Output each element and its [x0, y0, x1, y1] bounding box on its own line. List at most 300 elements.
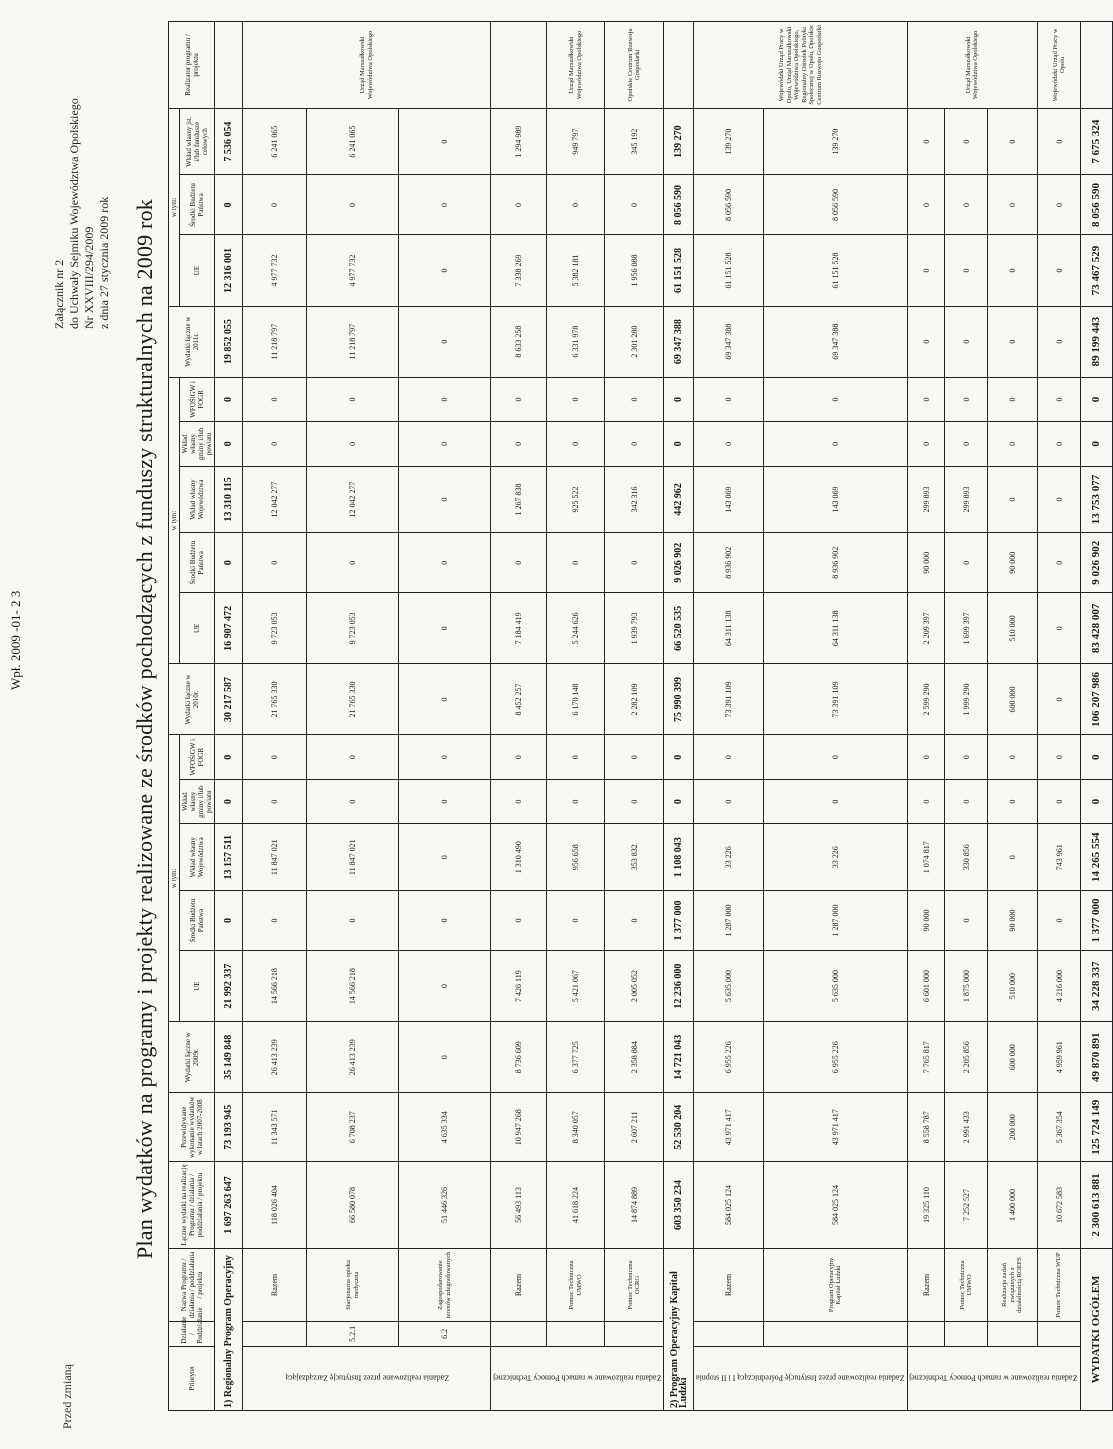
name-cell: Stacjonarna opieka medyczna: [307, 1248, 399, 1321]
cell: 2 282 109: [605, 664, 664, 735]
name-cell: Pomoc Techniczna UMWO: [546, 1248, 605, 1321]
header-ue: UE: [180, 235, 215, 306]
cell: 510 000: [988, 593, 1038, 664]
cell: 1 287 000: [763, 891, 907, 951]
cell: 1 697 263 647: [215, 1162, 243, 1249]
cell: 118 026 404: [243, 1162, 307, 1249]
cell: 0: [907, 735, 945, 779]
priority-title: 2) Program Operacyjny Kapitał Ludzki: [664, 1248, 694, 1410]
cell: 0: [546, 377, 605, 421]
cell: 0: [546, 779, 605, 823]
cell: 0: [694, 735, 764, 779]
table-row: [243, 22, 307, 1411]
cell: 125 724 149: [1081, 1093, 1113, 1162]
cell: 6 955 226: [694, 1022, 764, 1093]
cell: 4 635 334: [399, 1093, 491, 1162]
cell: 330 856: [945, 824, 988, 891]
cell: 0: [243, 533, 307, 593]
cell: 0: [1038, 306, 1081, 377]
cell: 13 310 115: [215, 466, 243, 533]
cell: 26 413 239: [243, 1022, 307, 1093]
cell: 14 566 218: [307, 951, 399, 1022]
cell: 9 723 053: [307, 593, 399, 664]
cell: 73 391 109: [763, 664, 907, 735]
cell: 0: [399, 951, 491, 1022]
cell: 11 218 797: [243, 306, 307, 377]
realizator-cell: Wojewódzki Urząd Pracy w Opolu, Urząd Marszałkowski Województwa Opolskiego, Regionalny Ośrodek Polityki Społecznej w Opolu, Opolskie Centrum Rozwoju Gospodarki: [694, 22, 907, 109]
cell: 0: [307, 175, 399, 235]
cell: 11 343 571: [243, 1093, 307, 1162]
cell: 64 311 138: [763, 593, 907, 664]
cell: 0: [988, 377, 1038, 421]
realizator-cell: [491, 22, 547, 109]
cell: 0: [399, 735, 491, 779]
cell: 0: [945, 533, 988, 593]
cell: 1 377 000: [1081, 891, 1113, 951]
cell: 0: [1038, 108, 1081, 175]
cell: 8 452 257: [491, 664, 547, 735]
cell: 0: [1038, 377, 1081, 421]
cell: 4 216 000: [1038, 951, 1081, 1022]
cell: 0: [763, 422, 907, 466]
cell: 5 382 181: [546, 235, 605, 306]
cell: 61 151 528: [763, 235, 907, 306]
annex-line: do Uchwały Sejmiku Województwa Opolskiego: [67, 98, 81, 329]
cell: 69 347 388: [694, 306, 764, 377]
cell: 4 977 732: [243, 235, 307, 306]
cell: 90 000: [907, 533, 945, 593]
cell: 0: [945, 891, 988, 951]
group-label: Zadania realizowane przez Instytucję Pośredniczącą I i II stopnia: [694, 1346, 907, 1410]
dzialanie-cell: [988, 1322, 1038, 1346]
cell: 342 316: [605, 466, 664, 533]
cell: 1 294 989: [491, 108, 547, 175]
header-laczne: Łączne wydatki na realizację Programu / działania / poddziałania / projektu: [169, 1162, 215, 1249]
priority-title: 1) Regionalny Program Operacyjny: [215, 1248, 243, 1410]
cell: 0: [664, 422, 694, 466]
cell: 1 310 490: [491, 824, 547, 891]
cell: 2 205 856: [945, 1022, 988, 1093]
cell: 56 493 113: [491, 1162, 547, 1249]
cell: 0: [1038, 664, 1081, 735]
cell: 0: [307, 779, 399, 823]
cell: 0: [1038, 466, 1081, 533]
cell: 0: [399, 593, 491, 664]
cell: 0: [215, 377, 243, 421]
cell: 0: [1038, 175, 1081, 235]
cell: 73 193 945: [215, 1093, 243, 1162]
cell: 0: [907, 175, 945, 235]
cell: 0: [664, 735, 694, 779]
dzialanie-cell: [763, 1322, 907, 1346]
cell: 0: [605, 377, 664, 421]
annex-line: Załącznik nr 2: [52, 259, 66, 329]
name-cell: Pomoc Techniczna WUP: [1038, 1248, 1081, 1321]
table-row: [694, 22, 764, 1411]
cell: 8 936 902: [763, 533, 907, 593]
table-row: [546, 22, 605, 1411]
name-cell: Realizacja zadań związanych z działalnością ROEFS: [988, 1248, 1038, 1321]
dzialanie-cell: [546, 1322, 605, 1346]
cell: 0: [399, 175, 491, 235]
cell: 0: [945, 422, 988, 466]
cell: 0: [1081, 422, 1113, 466]
cell: 0: [763, 735, 907, 779]
cell: 4 977 732: [307, 235, 399, 306]
cell: 7 765 817: [907, 1022, 945, 1093]
cell: 0: [546, 422, 605, 466]
header-priorytet: Priorytet: [169, 1346, 215, 1410]
cell: 0: [399, 1022, 491, 1093]
cell: 0: [307, 533, 399, 593]
cell: 0: [243, 175, 307, 235]
realizator-cell: [1081, 22, 1113, 109]
cell: 5 367 354: [1038, 1093, 1081, 1162]
dzialanie-cell: [605, 1322, 664, 1346]
cell: 9 723 053: [243, 593, 307, 664]
cell: 0: [907, 779, 945, 823]
cell: 5 421 067: [546, 951, 605, 1022]
cell: 0: [546, 175, 605, 235]
cell: 1 999 290: [945, 664, 988, 735]
cell: 49 870 891: [1081, 1022, 1113, 1093]
header-wtym: w tym:: [169, 735, 180, 1022]
cell: 16 907 472: [215, 593, 243, 664]
cell: 600 000: [988, 1022, 1038, 1093]
cell: 43 971 417: [763, 1093, 907, 1162]
cell: 925 522: [546, 466, 605, 533]
cell: 73 467 529: [1081, 235, 1113, 306]
cell: 200 000: [988, 1093, 1038, 1162]
cell: 0: [215, 422, 243, 466]
cell: 69 347 388: [763, 306, 907, 377]
cell: 0: [243, 422, 307, 466]
name-cell: Program Operacyjny Kapitał Ludzki: [763, 1248, 907, 1321]
table-row: [605, 22, 664, 1411]
cell: 7 252 527: [945, 1162, 988, 1249]
cell: 10 947 268: [491, 1093, 547, 1162]
cell: 2 300 613 881: [1081, 1162, 1113, 1249]
cell: 7 338 269: [491, 235, 547, 306]
cell: 0: [307, 422, 399, 466]
header-wkwoj: Wkład własny Województwa: [180, 824, 215, 891]
cell: 0: [546, 533, 605, 593]
header-sbp: Środki Budżetu Państwa: [180, 175, 215, 235]
cell: 13 753 077: [1081, 466, 1113, 533]
cell: 949 797: [546, 108, 605, 175]
annex-line: Nr XXVIII/294/2009: [82, 226, 96, 329]
cell: 8 340 057: [546, 1093, 605, 1162]
header-2010: Wydatki łączne w 2010r.: [169, 664, 215, 735]
cell: 139 270: [763, 108, 907, 175]
cell: 143 069: [763, 466, 907, 533]
cell: 2 358 884: [605, 1022, 664, 1093]
cell: 2 209 397: [907, 593, 945, 664]
cell: 1 267 838: [491, 466, 547, 533]
page-title: Plan wydatków na programy i projekty realizowane ze środków pochodzących z funduszy strukturalnych na 2009 rok: [132, 199, 157, 1259]
header-ue: UE: [180, 951, 215, 1022]
cell: 12 042 277: [307, 466, 399, 533]
cell: 2 991 433: [945, 1093, 988, 1162]
cell: 0: [605, 175, 664, 235]
cell: 89 199 443: [1081, 306, 1113, 377]
cell: 11 847 021: [307, 824, 399, 891]
cell: 0: [307, 377, 399, 421]
cell: 0: [1038, 779, 1081, 823]
cell: 21 992 337: [215, 951, 243, 1022]
header-realizator: Realizator programu / projektu: [169, 22, 215, 109]
cell: 603 350 234: [664, 1162, 694, 1249]
cell: 7 426 119: [491, 951, 547, 1022]
cell: 12 042 277: [243, 466, 307, 533]
cell: 1 956 088: [605, 235, 664, 306]
header-sbp: Środki Budżetu Państwa: [180, 533, 215, 593]
cell: 0: [988, 824, 1038, 891]
cell: 2 599 290: [907, 664, 945, 735]
cell: 0: [988, 108, 1038, 175]
cell: 51 446 326: [399, 1162, 491, 1249]
header-wfos: WFOŚiGW i FOGR: [180, 377, 215, 421]
cell: 11 218 797: [307, 306, 399, 377]
cell: 19 325 110: [907, 1162, 945, 1249]
cell: 1 939 793: [605, 593, 664, 664]
cell: 0: [399, 108, 491, 175]
realizator-cell: Urząd Marszałkowski Województwa Opolskiego: [243, 22, 491, 109]
cell: 299 893: [945, 466, 988, 533]
cell: 139 270: [694, 108, 764, 175]
cell: 2 607 211: [605, 1093, 664, 1162]
cell: 0: [763, 377, 907, 421]
header-wtym: w tym:: [169, 377, 180, 664]
dzialanie-cell: [243, 1322, 307, 1346]
cell: 0: [988, 779, 1038, 823]
cell: 0: [1038, 593, 1081, 664]
cell: 90 000: [988, 891, 1038, 951]
cell: 0: [605, 422, 664, 466]
cell: 0: [988, 422, 1038, 466]
cell: 14 566 218: [243, 951, 307, 1022]
group-label: Zadania realizowane w ramach Pomocy Technicznej: [491, 1346, 664, 1410]
cell: 2 301 280: [605, 306, 664, 377]
cell: 8 558 787: [907, 1093, 945, 1162]
table-row: [1038, 22, 1081, 1411]
cell: 0: [945, 377, 988, 421]
cell: 26 413 239: [307, 1022, 399, 1093]
cell: 0: [988, 235, 1038, 306]
cell: 34 228 337: [1081, 951, 1113, 1022]
cell: 6 955 226: [763, 1022, 907, 1093]
annex-line: z dnia 27 stycznia 2009 rok: [97, 196, 111, 329]
cell: 353 832: [605, 824, 664, 891]
cell: 0: [945, 175, 988, 235]
cell: 0: [399, 422, 491, 466]
cell: 9 026 902: [1081, 533, 1113, 593]
cell: 0: [763, 779, 907, 823]
cell: 10 672 583: [1038, 1162, 1081, 1249]
cell: 66 580 078: [307, 1162, 399, 1249]
table-row: [399, 22, 491, 1411]
name-cell: Razem: [694, 1248, 764, 1321]
header-wkjst: Wkład własny jst. i/lub fundusze celowych: [180, 108, 215, 175]
cell: 6 331 978: [546, 306, 605, 377]
cell: 956 658: [546, 824, 605, 891]
cell: 90 000: [988, 533, 1038, 593]
cell: 584 025 124: [694, 1162, 764, 1249]
cell: 6 377 725: [546, 1022, 605, 1093]
cell: 2 005 052: [605, 951, 664, 1022]
cell: 52 530 204: [664, 1093, 694, 1162]
cell: 69 347 388: [664, 306, 694, 377]
cell: 14 265 554: [1081, 824, 1113, 891]
header-wfos: WFOŚiGW i FOGR: [180, 735, 215, 779]
cell: 75 990 399: [664, 664, 694, 735]
cell: 0: [399, 377, 491, 421]
grand-total-label: WYDATKI OGÓŁEM: [1081, 1248, 1113, 1410]
cell: 90 000: [907, 891, 945, 951]
cell: 9 026 902: [664, 533, 694, 593]
cell: 143 069: [694, 466, 764, 533]
cell: 35 149 848: [215, 1022, 243, 1093]
cell: 14 874 889: [605, 1162, 664, 1249]
annex-header: [52, 98, 112, 329]
table-row: [763, 22, 907, 1411]
name-cell: Pomoc Techniczna UMWO: [945, 1248, 988, 1321]
cell: 0: [945, 306, 988, 377]
cell: 0: [907, 306, 945, 377]
cell: 8 056 590: [664, 175, 694, 235]
cell: 6 601 000: [907, 951, 945, 1022]
cell: 0: [215, 735, 243, 779]
name-cell: Pomoc Techniczna OCRG: [605, 1248, 664, 1321]
dzialanie-cell: [491, 1322, 547, 1346]
cell: 0: [605, 533, 664, 593]
cell: 33 226: [694, 824, 764, 891]
cell: 33 226: [763, 824, 907, 891]
cell: 8 056 590: [1081, 175, 1113, 235]
cell: 0: [215, 779, 243, 823]
table-row: [491, 22, 547, 1411]
table-row: [988, 22, 1038, 1411]
cell: 0: [1038, 891, 1081, 951]
realizator-cell: Opolskie Centrum Rozwoju Gospodarki: [605, 22, 664, 109]
cell: 0: [399, 533, 491, 593]
cell: 30 217 587: [215, 664, 243, 735]
cell: 0: [215, 533, 243, 593]
cell: 0: [945, 235, 988, 306]
realizator-cell: [215, 22, 243, 109]
header-ue: UE: [180, 593, 215, 664]
cell: 0: [988, 306, 1038, 377]
header-dzialanie: Działanie / Poddziałanie: [169, 1322, 215, 1346]
cell: 299 893: [907, 466, 945, 533]
cell: 0: [243, 891, 307, 951]
cell: 1 074 817: [907, 824, 945, 891]
received-label: Wpł.: [8, 664, 23, 690]
cell: 0: [605, 779, 664, 823]
received-date: 2009 -01- 2 3: [8, 590, 23, 662]
table-body: [215, 22, 1113, 1411]
cell: 0: [1038, 533, 1081, 593]
cell: 0: [243, 779, 307, 823]
cell: 0: [307, 735, 399, 779]
cell: 8 936 902: [694, 533, 764, 593]
realizator-cell: [664, 22, 694, 109]
cell: 12 316 001: [215, 235, 243, 306]
realizator-cell: Wojewódzki Urząd Pracy w Opolu: [1038, 22, 1081, 109]
cell: 43 971 417: [694, 1093, 764, 1162]
table-row: [215, 22, 243, 1411]
cell: 8 633 258: [491, 306, 547, 377]
cell: 442 962: [664, 466, 694, 533]
cell: 0: [491, 377, 547, 421]
cell: 0: [988, 735, 1038, 779]
cell: 21 765 330: [243, 664, 307, 735]
cell: 1 108 043: [664, 824, 694, 891]
cell: 5 635 000: [763, 951, 907, 1022]
cell: 0: [945, 779, 988, 823]
cell: 0: [546, 891, 605, 951]
cell: 0: [694, 377, 764, 421]
table-row: [1081, 22, 1113, 1411]
cell: 73 391 109: [694, 664, 764, 735]
cell: 0: [988, 466, 1038, 533]
cell: 21 765 330: [307, 664, 399, 735]
cell: 4 959 961: [1038, 1022, 1081, 1093]
cell: 8 736 609: [491, 1022, 547, 1093]
dzialanie-cell: 6.2: [399, 1322, 491, 1346]
cell: 13 157 511: [215, 824, 243, 891]
cell: 6 170 148: [546, 664, 605, 735]
cell: 1 287 000: [694, 891, 764, 951]
header-row: [169, 22, 180, 1411]
header-wkwoj: Wkład własny Województwa: [180, 466, 215, 533]
cell: 0: [945, 735, 988, 779]
cell: 8 056 590: [694, 175, 764, 235]
cell: 0: [664, 779, 694, 823]
cell: 61 151 528: [664, 235, 694, 306]
cell: 0: [491, 175, 547, 235]
cell: 41 618 224: [546, 1162, 605, 1249]
table-row: [664, 22, 694, 1411]
cell: 0: [664, 377, 694, 421]
cell: 0: [399, 466, 491, 533]
cell: 0: [399, 306, 491, 377]
realizator-cell: Urząd Marszałkowski Województwa Opolskiego: [546, 22, 605, 109]
cell: 6 241 065: [307, 108, 399, 175]
cell: 0: [215, 175, 243, 235]
cell: 345 192: [605, 108, 664, 175]
cell: 11 847 021: [243, 824, 307, 891]
cell: 1 377 000: [664, 891, 694, 951]
cell: 5 244 626: [546, 593, 605, 664]
cell: 0: [907, 235, 945, 306]
table-row: [945, 22, 988, 1411]
cell: 0: [546, 735, 605, 779]
cell: 1 699 397: [945, 593, 988, 664]
cell: 0: [1038, 735, 1081, 779]
cell: 0: [243, 735, 307, 779]
cell: 0: [491, 422, 547, 466]
cell: 0: [605, 891, 664, 951]
cell: 0: [243, 377, 307, 421]
cell: 66 520 535: [664, 593, 694, 664]
name-cell: Zagospodarowanie terenów zdegradowanych: [399, 1248, 491, 1321]
cell: 0: [491, 735, 547, 779]
header-przewidywane: Przewidywane wykonanie wydatków w latach 2007-2008: [169, 1093, 215, 1162]
cell: 0: [215, 891, 243, 951]
cell: 139 270: [664, 108, 694, 175]
cell: 0: [1038, 422, 1081, 466]
